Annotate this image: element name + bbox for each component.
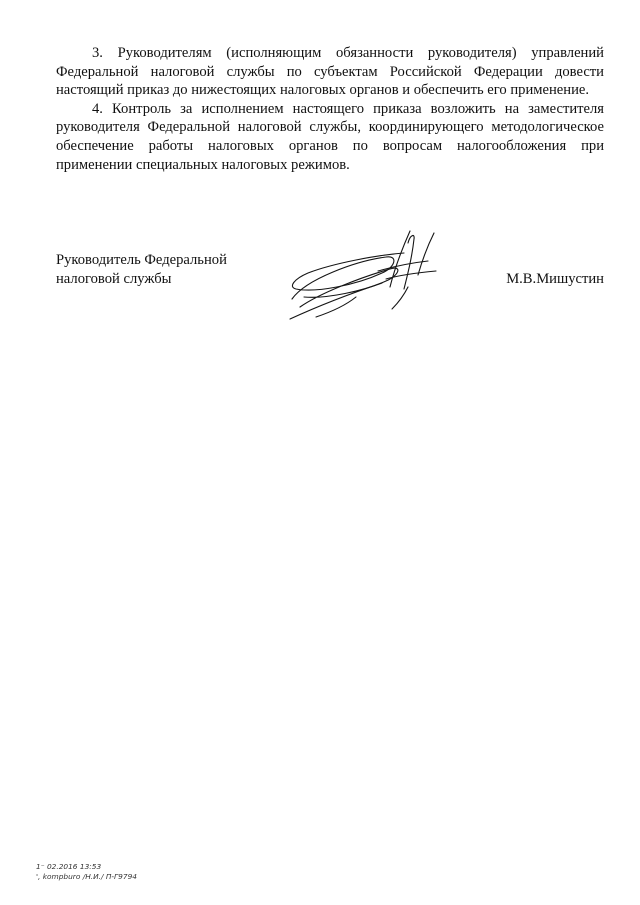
paragraph-3: 3. Руководителям (исполняющим обязанности руководителя) управлений Федеральной налоговой службы по субъектам Российской Федерации довести настоящий приказ до нижестоящих налоговых органов и обеспечить его применение.	[56, 45, 604, 99]
signature-block	[56, 251, 604, 331]
signer-name: М.В.Мишустин	[506, 270, 604, 287]
signer-title	[56, 251, 227, 288]
handwritten-signature	[286, 227, 446, 323]
paragraph-4: 4. Контроль за исполнением настоящего приказа возложить на заместителя руководителя Федеральной налоговой службы, координирующего методологическое обеспечение работы налоговых органов по вопросам налогообложения при применении специальных налоговых режимов.	[56, 100, 604, 173]
document-footer	[36, 862, 137, 882]
footer-reference: ', kompburo /Н.И./ П-Г9794	[36, 872, 137, 881]
footer-timestamp: 1⁻ 02.2016 13:53	[36, 862, 102, 871]
signer-title-line-1: Руководитель Федеральной	[56, 252, 227, 268]
document-body	[56, 44, 604, 174]
signer-title-line-2: налоговой службы	[56, 270, 172, 287]
